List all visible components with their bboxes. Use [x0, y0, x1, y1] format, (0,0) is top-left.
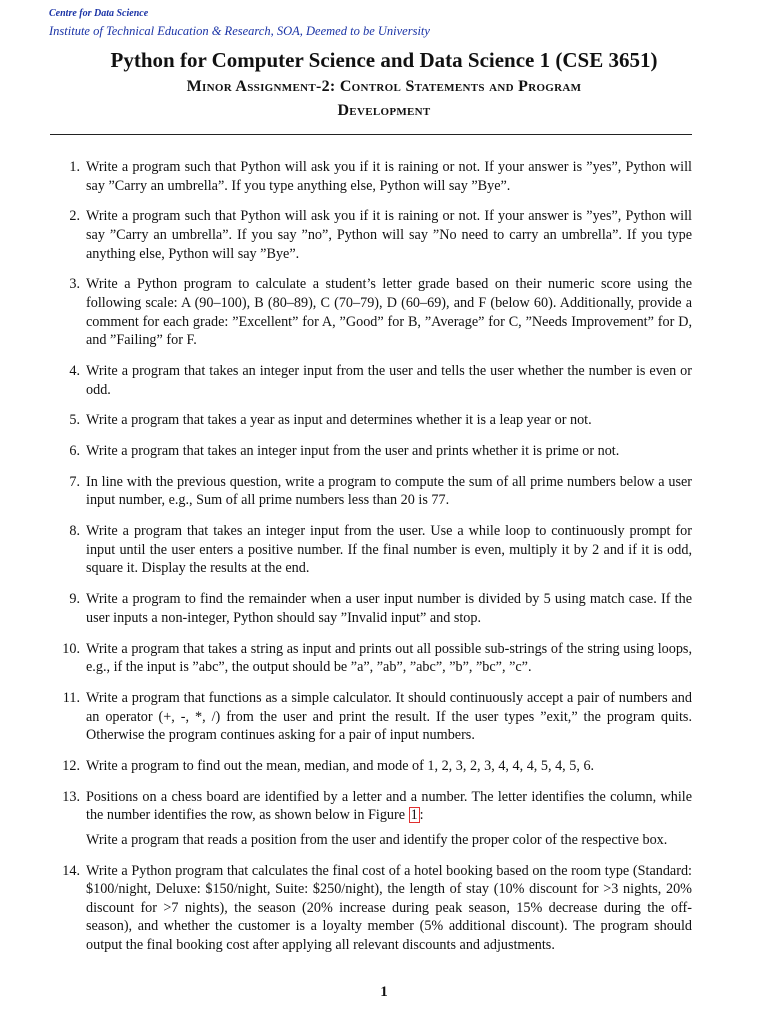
- centre-name: Centre for Data Science: [49, 8, 149, 19]
- question-text: Write a program to find out the mean, median, and mode of 1, 2, 3, 2, 3, 4, 4, 4, 5, 4, 5, 6.: [86, 757, 595, 774]
- question-text: Write a Python program that calculates the final cost of a hotel booking based on the room type (Standard: $100/night, Deluxe: $150/night, Suite: $250/night), the length of stay (10% discount for >3 nights, 20% discount for >7 nights), the season (20% increase during peak season, 15% decrease during the off-season), and whether the customer is a loyalty member (5% additional discount). The program should output the final booking cost after applying all relevant discounts and adjustments.: [86, 862, 692, 954]
- figure-reference-link[interactable]: 1: [410, 807, 418, 824]
- question-12: [62, 757, 692, 776]
- question-text: Write a Python program to calculate a student’s letter grade based on their numeric score using the following scale: A (90–100), B (80–89), C (70–79), D (60–69), and F (below 60). Additionally, provide a comment for each grade: ”Excellent” for A, ”Good” for B, ”Average” for C, ”Needs Improvement” for D, and ”Failing” for F.: [86, 276, 692, 349]
- question-number: 5.: [69, 412, 80, 429]
- question-7: [69, 473, 692, 510]
- document-title: Python for Computer Science and Data Science 1 (CSE 3651): [110, 48, 658, 72]
- question-text: In line with the previous question, write a program to compute the sum of all prime numbers below a user input number, e.g., Sum of all prime numbers less than 20 is 77.: [86, 473, 692, 509]
- question-text: Write a program that functions as a simple calculator. It should continuously accept a pair of numbers and an operator (+, -, *, /) from the user and print the result. If the user types ”exit,” the program quits. Otherwise the program continues asking for a pair of input numbers.: [86, 689, 692, 744]
- institute-name: Institute of Technical Education & Research, SOA, Deemed to be University: [49, 24, 430, 38]
- question-text-end: :: [419, 807, 424, 824]
- question-number: 8.: [69, 523, 80, 540]
- question-number: 11.: [62, 689, 80, 706]
- question-text-continued: Write a program that reads a position from the user and identify the proper color of the respective box.: [86, 831, 668, 848]
- question-2: [69, 207, 692, 263]
- question-number: 2.: [69, 208, 80, 225]
- question-8: [69, 522, 692, 578]
- question-text: Write a program that takes a string as input and prints out all possible sub-strings of the string using loops, e.g., if the input is ”abc”, the output should be ”a”, ”ab”, ”abc”, ”b”, ”bc”, ”c”.: [86, 640, 692, 676]
- question-text: Write a program to find the remainder when a user input number is divided by 5 using match case. If the user inputs a non-integer, Python should say ”Invalid input” and stop.: [86, 591, 692, 626]
- question-number: 3.: [69, 276, 80, 293]
- question-number: 4.: [69, 362, 80, 379]
- title-divider: [50, 134, 692, 135]
- question-13: [62, 788, 692, 850]
- question-number: 12.: [62, 757, 80, 774]
- question-11: [62, 689, 692, 745]
- question-number: 13.: [62, 788, 80, 805]
- question-number: 9.: [69, 591, 80, 608]
- question-number: 7.: [69, 473, 80, 490]
- question-text: Positions on a chess board are identified by a letter and a number. The letter identifies the column, while the number identifies the row, as shown below in Figure: [86, 788, 692, 824]
- question-text: Write a program that takes an integer input from the user and prints whether it is prime or not.: [86, 443, 620, 460]
- question-number: 1.: [69, 159, 80, 175]
- question-text: Write a program such that Python will ask you if it is raining or not. If your answer is ”yes”, Python will say ”Carry an umbrella”. If you type anything else, Python will say ”Bye”.: [86, 159, 692, 194]
- question-9: [69, 590, 692, 627]
- assignment-subtitle-line1: Minor Assignment-2: Control Statements and Program: [186, 78, 582, 95]
- question-3: [69, 275, 692, 349]
- question-10: [62, 640, 692, 677]
- question-number: 14.: [62, 862, 80, 879]
- page-number: 1: [380, 984, 388, 1000]
- question-text: Write a program that takes a year as input and determines whether it is a leap year or not.: [86, 412, 592, 429]
- question-number: 6.: [69, 443, 80, 460]
- question-6: [69, 442, 692, 461]
- question-list: [62, 158, 692, 967]
- question-text: Write a program that takes an integer input from the user. Use a while loop to continuously prompt for input until the user enters a positive number. If the final number is even, multiply it by 2 and if it is odd, square it. Display the results at the end.: [86, 523, 692, 577]
- question-4: [69, 362, 692, 399]
- question-14: [62, 862, 692, 955]
- assignment-subtitle-line2: Development: [337, 102, 431, 119]
- question-1: [69, 158, 692, 195]
- question-text: Write a program such that Python will ask you if it is raining or not. If your answer is ”yes”, Python will say ”Carry an umbrella”. If you say ”no”, Python will say ”No need to carry an umbrella”. If you type anything else, Python will say ”Bye”.: [86, 208, 692, 262]
- question-text: Write a program that takes an integer input from the user and tells the user whether the number is even or odd.: [86, 362, 692, 398]
- question-number: 10.: [62, 640, 80, 657]
- question-5: [69, 411, 692, 430]
